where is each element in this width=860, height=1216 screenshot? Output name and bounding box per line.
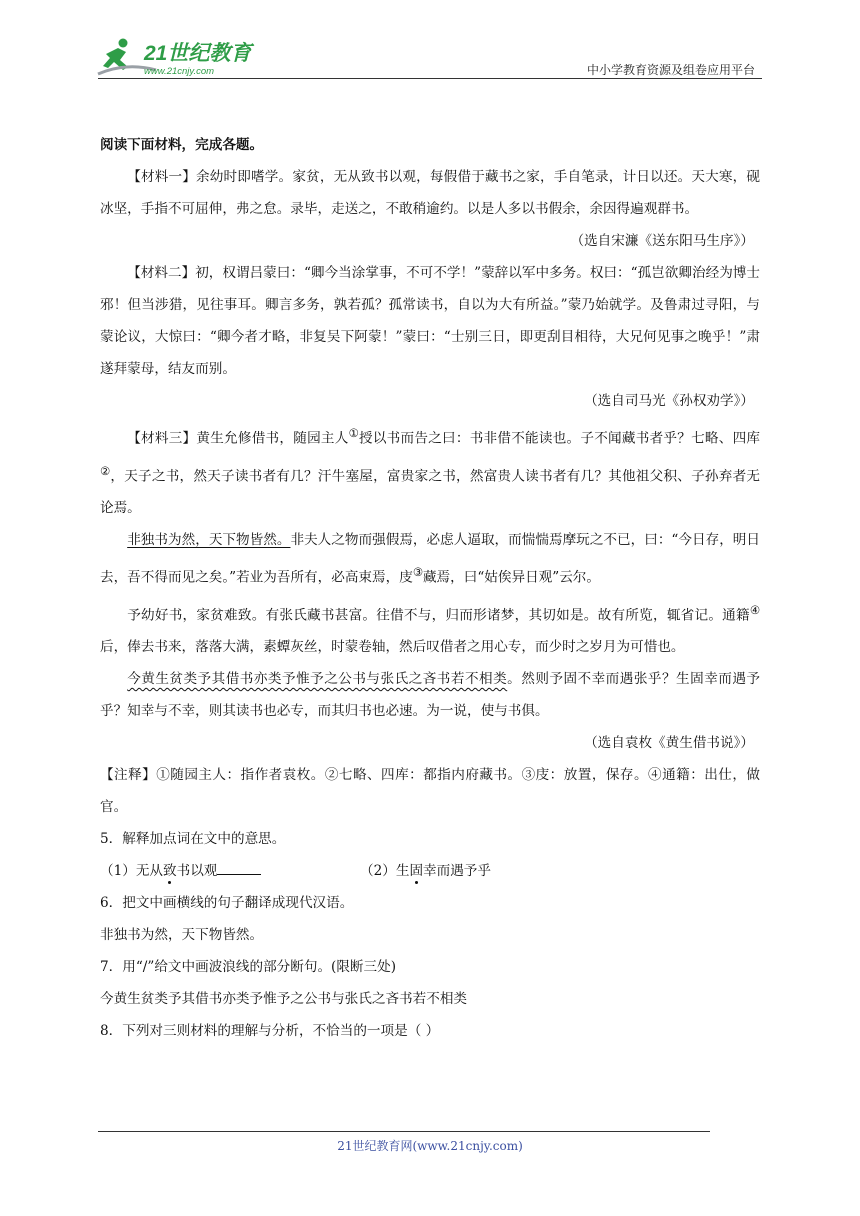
footnote-marker: ② <box>100 463 111 478</box>
annotations: 【注释】①随园主人：指作者袁枚。②七略、四库：都指内府藏书。③庋：放置，保存。④通籍：出仕，做官。 <box>100 767 760 816</box>
material-3-para-4 <box>100 663 760 727</box>
text-segment: 非夫人之物而强假焉，必虑人逼取，而惴惴焉摩玩之不已，曰：“今日存，明日去，吾不得而见之矣。”若业为吾所有，必高束焉，庋 <box>100 532 761 586</box>
logo <box>96 34 266 80</box>
dotted-character: 固 <box>409 863 424 880</box>
material-1 <box>100 161 760 225</box>
material-2-text: 初，权谓吕蒙曰：“卿今当涂掌事，不可不学！”蒙辞以军中多务。权曰：“孤岂欲卿治经为博士邪！但当涉猎，见往事耳。卿言多务，孰若孤？孤常读书，自以为大有所益。”蒙乃始就学。及鲁肃过寻阳，与蒙论议，大惊曰：“卿今者才略，非复吴下阿蒙！”蒙曰：“士别三日，即更刮目相待，大兄何见事之晚乎！”肃遂拜蒙母，结友而别。 <box>100 265 760 377</box>
question-6: 6．把文中画横线的句子翻译成现代汉语。 <box>100 895 354 912</box>
document-body <box>100 129 760 1047</box>
material-1-label: 【材料一】 <box>127 169 196 185</box>
text-segment: 。然则予固不幸而遇张乎？生固幸而遇予乎？知幸与不幸，则其读书也必专，而其归书也必速。为一说，使与书俱。 <box>100 671 761 720</box>
material-1-source: （选自宋濂《送东阳马生序》） <box>570 233 754 249</box>
material-3-label: 【材料三】 <box>127 430 197 447</box>
material-1-text: 余幼时即嗜学。家贫，无从致书以观，每假借于藏书之家，手自笔录，计日以还。天大寒，砚冰坚，手指不可屈伸，弗之怠。录毕，走送之，不敢稍逾约。以是人多以书假余，余因得遍观群书。 <box>100 169 761 217</box>
header-divider <box>98 78 762 79</box>
material-3-para-3 <box>100 594 760 664</box>
instruction: 阅读下面材料，完成各题。 <box>100 137 264 153</box>
text-segment: 黄生允修借书，随园主人 <box>196 430 349 447</box>
question-6-sentence: 非独书为然，天下物皆然。 <box>100 927 264 944</box>
page-header <box>0 0 860 90</box>
text-segment: 藏焉，曰“姑俟异日观”云尔。 <box>422 569 600 586</box>
question-5-item-2 <box>360 855 491 887</box>
page-footer: 21世纪教育网(www.21cnjy.com) <box>337 1139 523 1153</box>
footer-divider <box>98 1131 710 1132</box>
footnote-marker: ③ <box>412 565 423 580</box>
answer-blank[interactable] <box>217 860 261 875</box>
text-segment: 授以书而告之曰：书非借不能读也。子不闻藏书者乎？七略、四库 <box>359 430 761 447</box>
text-segment: 后，俸去书来，落落大满，素蟫灰丝，时蒙卷轴，然后叹借者之用心专，而少时之岁月为可惜也。 <box>100 639 685 656</box>
material-2-source: （选自司马光《孙权劝学》） <box>584 393 754 409</box>
text-segment: 予幼好书，家贫难致。有张氏藏书甚富。往借不与，归而形诸梦，其切如是。故有所览，辄省记。通籍 <box>127 607 750 624</box>
question-8: 8．下列对三则材料的理解与分析，不恰当的一项是（ ） <box>100 1023 440 1040</box>
material-3-para-2 <box>100 524 760 594</box>
logo-text: 21世纪教育 <box>144 42 252 65</box>
question-5-items <box>100 855 760 887</box>
text-segment: （1）无从 <box>100 863 164 880</box>
logo-url: www.21cnjy.com <box>144 66 215 77</box>
question-5: 5．解释加点词在文中的意思。 <box>100 831 286 848</box>
footnote-marker: ① <box>348 426 359 440</box>
dotted-character: 致 <box>163 863 177 880</box>
question-5-item-1 <box>100 855 360 887</box>
material-2 <box>100 257 760 385</box>
footnote-marker: ④ <box>749 602 760 617</box>
text-segment: ，天子之书，然天子读书者有几？汗牛塞屋，富贵家之书，然富贵人读书者有几？其他祖父积、子孙弃者无论焉。 <box>100 468 760 517</box>
question-7: 7．用“/”给文中画波浪线的部分断句。(限断三处) <box>100 959 397 976</box>
material-2-label: 【材料二】 <box>127 265 196 281</box>
underlined-sentence: 非独书为然，天下物皆然。 <box>127 532 291 549</box>
text-segment: （2）生 <box>360 863 410 880</box>
platform-name: 中小学教育资源及组卷应用平台 <box>586 63 755 77</box>
text-segment: 幸而遇予乎 <box>423 863 491 880</box>
wavy-underlined-passage: 今黄生贫类予其借书亦类予惟予之公书与张氏之吝书若不相类 <box>127 671 508 688</box>
question-7-passage: 今黄生贫类予其借书亦类予惟予之公书与张氏之吝书若不相类 <box>100 991 468 1008</box>
material-3-para-1 <box>100 417 760 524</box>
text-segment: 书以观 <box>176 863 218 880</box>
material-3-source: （选自袁枚《黄生借书说》） <box>584 735 754 752</box>
